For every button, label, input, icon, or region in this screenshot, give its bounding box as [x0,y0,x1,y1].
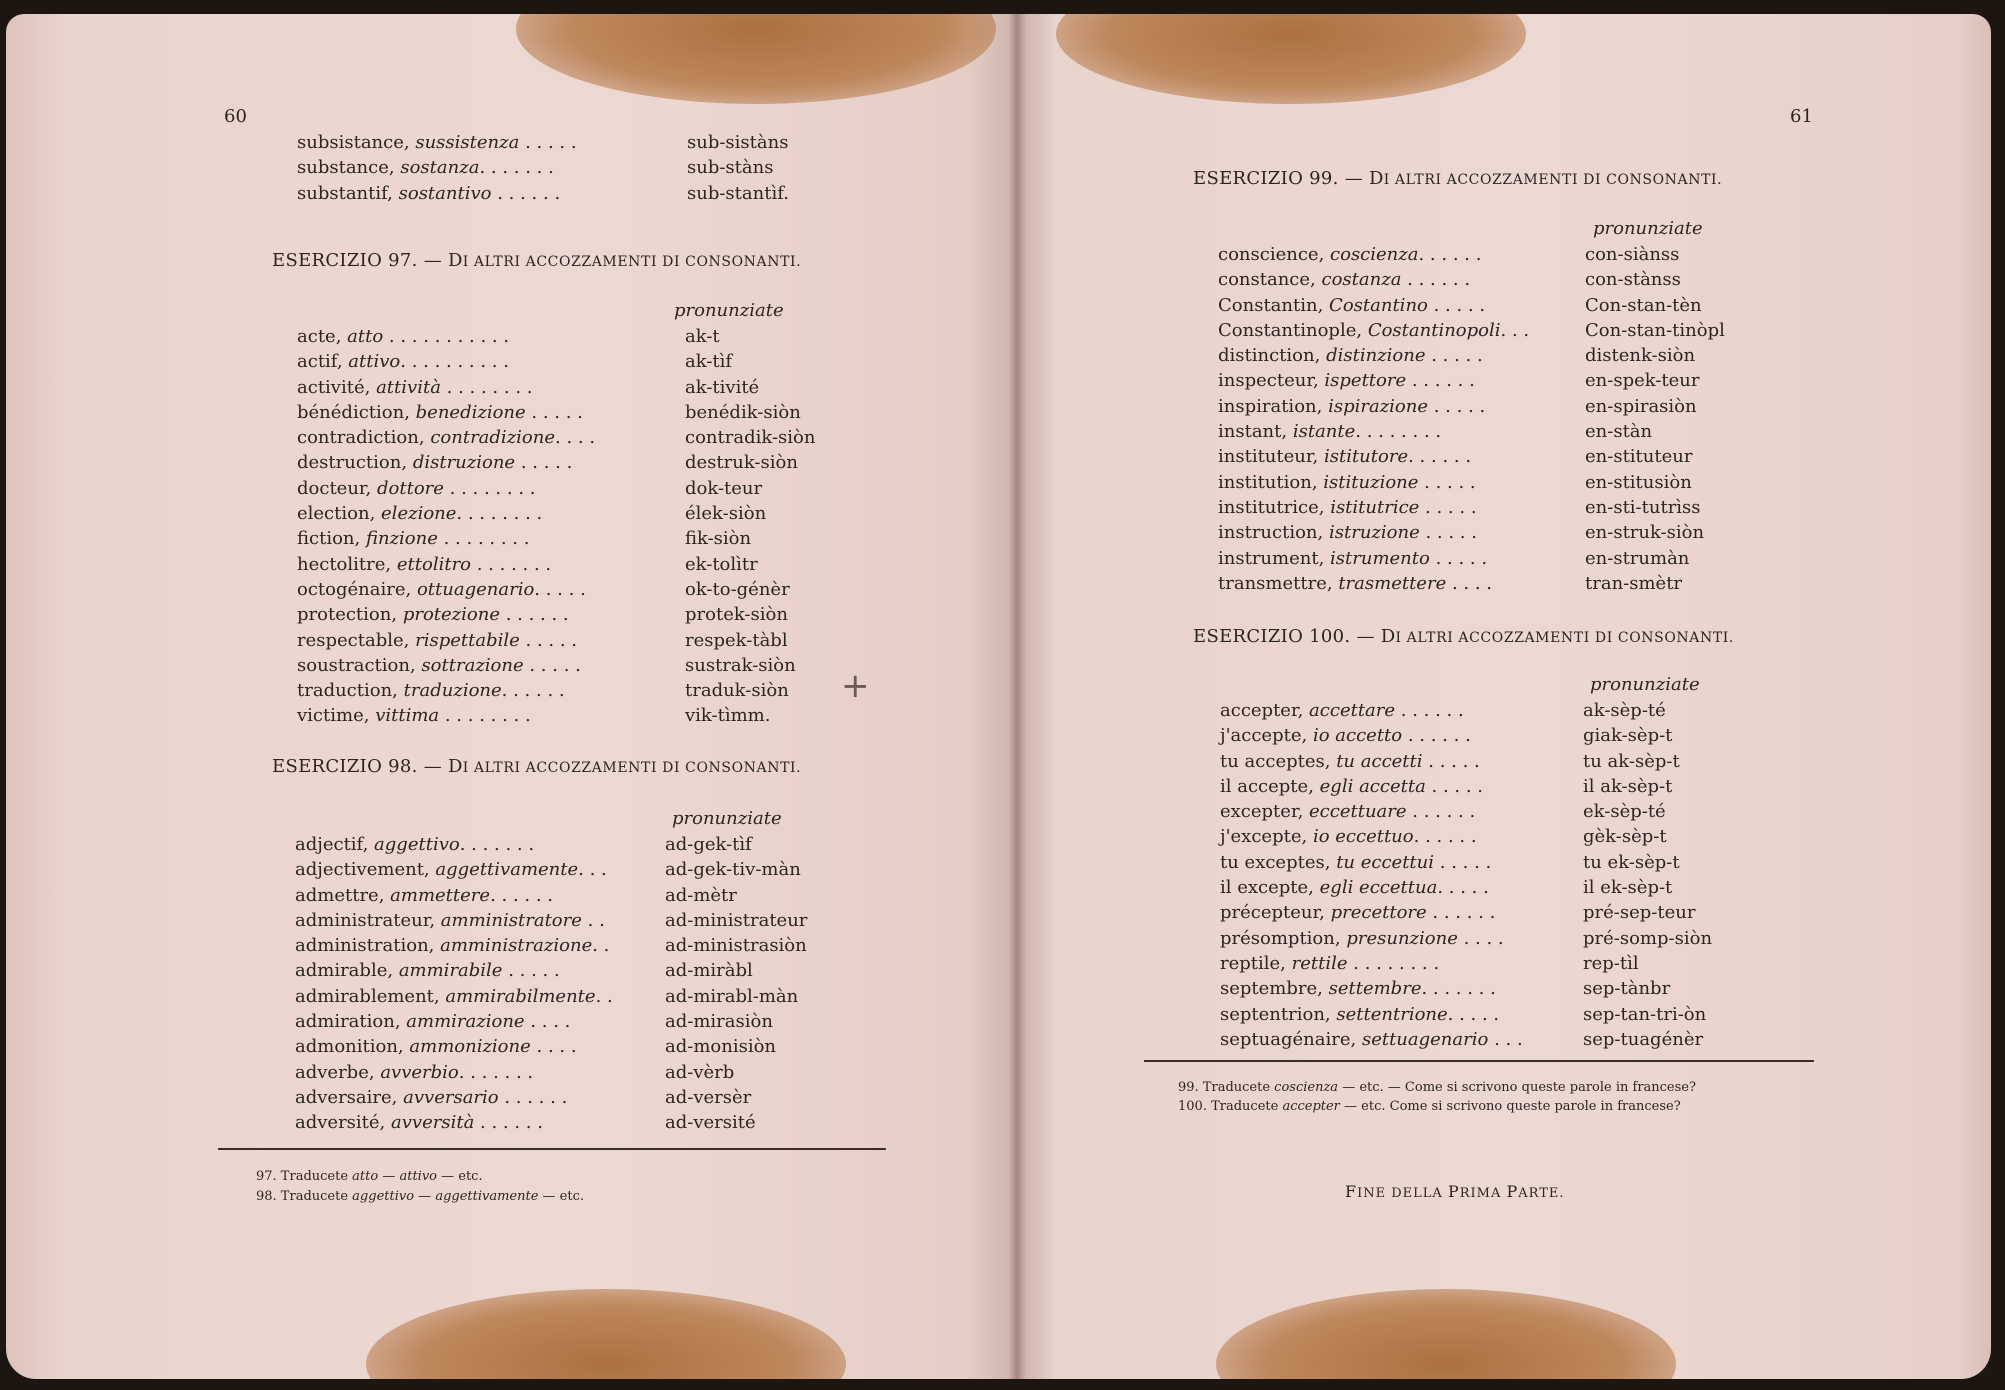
entry-word: adverbe, avverbio. . . . . . . [295,1061,534,1083]
entry-word: contradiction, contradizione. . . . [297,427,596,449]
entry-pronunciation: fik-siòn [685,528,752,550]
entry-word: adversaire, avversario . . . . . . [295,1086,568,1108]
entry-pronunciation: contradik-siòn [685,427,816,449]
entry-pronunciation: en-stàn [1585,421,1653,443]
entry-pronunciation: ad-ministrasiòn [665,935,807,957]
entry-pronunciation: destruk-siòn [685,452,798,474]
entry-word: instruction, istruzione . . . . . [1218,522,1477,544]
entry-pronunciation: rep-tìl [1583,952,1639,974]
entry-pronunciation: en-spek-teur [1585,370,1700,392]
entry-word: j'accepte, io accetto . . . . . . [1220,725,1471,747]
entry-word: respectable, rispettabile . . . . . [297,629,577,651]
entry-pronunciation: ad-monisiòn [665,1036,777,1058]
entry-word: substantif, sostantivo . . . . . . [297,182,561,204]
entry-word: traduction, traduzione. . . . . . [297,680,565,702]
entry-pronunciation: respek-tàbl [685,629,788,651]
entry-word: actif, attivo. . . . . . . . . . [297,351,509,373]
entry-pronunciation: ad-mirabl-màn [665,985,799,1007]
entry-pronunciation: ad-vèrb [665,1061,735,1083]
entry-word: inspecteur, ispettore . . . . . . [1218,370,1475,392]
entry-word: constance, costanza . . . . . . [1218,269,1471,291]
entry-word: transmettre, trasmettere . . . . [1218,572,1492,594]
entry-pronunciation: ad-ministrateur [665,909,808,931]
pronunciation-header: pronunziate [1590,674,1700,695]
entry-pronunciation: ek-tolìtr [685,553,758,575]
entry-pronunciation: en-sti-tutrìss [1585,496,1701,518]
entry-word: subsistance, sussistenza . . . . . [297,132,577,153]
entry-pronunciation: ad-mirasiòn [665,1011,773,1033]
entry-word: instrument, istrumento . . . . . [1218,547,1488,569]
entry-word: octogénaire, ottuagenario. . . . . [297,578,586,600]
right-page [1016,14,1991,1379]
exercise-100-heading: ESERCIZIO 100. — DI ALTRI ACCOZZAMENTI DI CONSONANTI. [1193,626,1734,647]
book-gutter [1008,14,1026,1379]
entry-pronunciation: ad-mètr [665,884,737,906]
entry-word: acte, atto . . . . . . . . . . . [297,326,510,347]
entry-word: admirable, ammirabile . . . . . [295,960,560,982]
entry-pronunciation: protek-siòn [685,604,788,626]
footnote-98: 98. Traducete aggettivo — aggettivamente — etc. [256,1189,585,1204]
pencil-cross-mark: + [841,666,870,706]
entry-pronunciation: sep-tan-tri-òn [1583,1003,1707,1025]
entry-pronunciation: sub-stàns [687,157,774,179]
entry-word: septentrion, settentrione. . . . . [1220,1003,1500,1025]
entry-pronunciation: con-siànss [1585,244,1680,265]
entry-word: adjectif, aggettivo. . . . . . . [295,834,535,855]
entry-pronunciation: ad-versèr [665,1086,752,1108]
entry-pronunciation: tu ak-sèp-t [1583,750,1680,772]
entry-pronunciation: sustrak-siòn [685,654,796,676]
entry-word: présomption, presunzione . . . . [1220,927,1504,949]
pronunciation-header: pronunziate [674,300,784,321]
entry-word: substance, sostanza. . . . . . . [297,157,554,179]
entry-pronunciation: pré-somp-siòn [1583,927,1713,949]
entry-pronunciation: ad-gek-tiv-màn [665,859,801,881]
entry-word: admettre, ammettere. . . . . . [295,884,554,906]
footnote-rule [218,1148,886,1150]
entry-word: hectolitre, ettolitro . . . . . . . [297,553,552,575]
entry-word: administration, amministrazione. . [295,935,610,957]
entry-word: fiction, finzione . . . . . . . . [297,528,530,550]
entry-word: soustraction, sottrazione . . . . . [297,654,581,676]
entry-word: administrateur, amministratore . . [295,909,605,931]
entry-word: excepter, eccettuare . . . . . . [1220,801,1476,823]
entry-pronunciation: sep-tànbr [1583,978,1671,1000]
entry-word: admonition, ammonizione . . . . [295,1036,577,1058]
entry-word: accepter, accettare . . . . . . [1220,700,1464,721]
entry-pronunciation: ek-sèp-té [1583,801,1666,823]
entry-word: instant, istante. . . . . . . . [1218,421,1442,443]
page-number: 61 [1790,106,1813,127]
entry-word: Constantinople, Costantinopoli. . . [1218,319,1530,341]
page-number: 60 [224,106,247,127]
entry-pronunciation: élek-siòn [685,503,767,525]
entry-pronunciation: traduk-siòn [685,680,789,702]
entry-word: destruction, distruzione . . . . . [297,452,573,474]
entry-word: institutrice, istitutrice . . . . . [1218,496,1477,518]
end-of-part-label: FINE DELLA PRIMA PARTE. [1345,1182,1565,1201]
entry-pronunciation: giak-sèp-t [1583,725,1673,747]
entry-word: distinction, distinzione . . . . . [1218,345,1483,367]
entry-pronunciation: ad-versité [665,1112,756,1134]
entry-word: institution, istituzione . . . . . [1218,471,1476,493]
left-page [6,14,1016,1379]
footnote-100: 100. Traducete accepter — etc. Come si scrivono queste parole in francese? [1178,1099,1681,1114]
entry-word: inspiration, ispirazione . . . . . [1218,395,1486,417]
entry-word: adversité, avversità . . . . . . [295,1112,543,1134]
entry-word: Constantin, Costantino . . . . . [1218,294,1486,316]
entry-word: instituteur, istitutore. . . . . . [1218,446,1472,468]
entry-pronunciation: gèk-sèp-t [1583,826,1667,848]
entry-pronunciation: distenk-siòn [1585,345,1696,367]
pronunciation-header: pronunziate [672,808,782,829]
entry-pronunciation: Con-stan-tinòpl [1585,319,1725,341]
exercise-97-heading: ESERCIZIO 97. — DI ALTRI ACCOZZAMENTI DI CONSONANTI. [272,250,802,271]
entry-pronunciation: con-stànss [1585,269,1681,291]
entry-pronunciation: il ek-sèp-t [1583,877,1673,899]
entry-pronunciation: dok-teur [685,477,763,499]
exercise-98-heading: ESERCIZIO 98. — DI ALTRI ACCOZZAMENTI DI CONSONANTI. [272,756,802,777]
entry-word: adjectivement, aggettivamente. . . [295,859,607,881]
entry-word: tu exceptes, tu eccettui . . . . . [1220,851,1492,873]
entry-word: bénédiction, benedizione . . . . . [297,401,583,423]
pronunciation-header: pronunziate [1593,218,1703,239]
entry-pronunciation: ak-tìf [685,351,733,373]
entry-word: il excepte, egli eccettua. . . . . [1220,877,1489,899]
entry-word: admirablement, ammirabilmente. . [295,985,613,1007]
entry-pronunciation: ak-t [685,326,720,347]
entry-word: j'excepte, io eccettuo. . . . . . [1220,826,1477,848]
entry-pronunciation: vik-tìmm. [685,705,771,727]
entry-word: election, elezione. . . . . . . . [297,503,543,525]
entry-pronunciation: ok-to-génèr [685,578,790,600]
entry-pronunciation: ad-miràbl [665,960,753,982]
entry-pronunciation: tran-smètr [1585,572,1683,594]
entry-word: précepteur, precettore . . . . . . [1220,902,1496,924]
entry-pronunciation: sep-tuagénèr [1583,1028,1704,1050]
entry-pronunciation: en-struk-siòn [1585,522,1705,544]
water-stain [366,1289,846,1379]
entry-pronunciation: ak-sèp-té [1583,700,1666,721]
entry-pronunciation: en-stitusiòn [1585,471,1692,493]
entry-pronunciation: sub-stantìf. [687,182,789,204]
footnote-99: 99. Traducete coscienza — etc. — Come si scrivono queste parole in francese? [1178,1080,1696,1095]
entry-word: il accepte, egli accetta . . . . . [1220,775,1484,797]
entry-word: reptile, rettile . . . . . . . . [1220,952,1440,974]
water-stain [1216,1289,1676,1379]
entry-pronunciation: il ak-sèp-t [1583,775,1673,797]
entry-word: activité, attività . . . . . . . . [297,376,533,398]
entry-pronunciation: benédik-siòn [685,401,801,423]
entry-word: tu acceptes, tu accetti . . . . . [1220,750,1480,772]
entry-word: septuagénaire, settuagenario . . . [1220,1028,1523,1050]
entry-pronunciation: ad-gek-tìf [665,834,752,855]
entry-pronunciation: en-spirasiòn [1585,395,1697,417]
entry-pronunciation: en-strumàn [1585,547,1690,569]
water-stain [1056,14,1526,104]
entry-pronunciation: sub-sistàns [687,132,789,153]
entry-word: septembre, settembre. . . . . . . [1220,978,1496,1000]
entry-word: conscience, coscienza. . . . . . [1218,244,1482,265]
entry-pronunciation: Con-stan-tèn [1585,294,1702,316]
entry-pronunciation: pré-sep-teur [1583,902,1696,924]
footnote-rule [1144,1060,1814,1062]
entry-word: victime, vittima . . . . . . . . [297,705,531,727]
water-stain [516,14,996,104]
entry-word: protection, protezione . . . . . . [297,604,569,626]
entry-word: docteur, dottore . . . . . . . . [297,477,536,499]
entry-pronunciation: ak-tivité [685,376,760,398]
exercise-99-heading: ESERCIZIO 99. — DI ALTRI ACCOZZAMENTI DI CONSONANTI. [1193,168,1723,189]
footnote-97: 97. Traducete atto — attivo — etc. [256,1169,483,1184]
entry-word: admiration, ammirazione . . . . [295,1011,571,1033]
entry-pronunciation: tu ek-sèp-t [1583,851,1680,873]
entry-pronunciation: en-stituteur [1585,446,1693,468]
